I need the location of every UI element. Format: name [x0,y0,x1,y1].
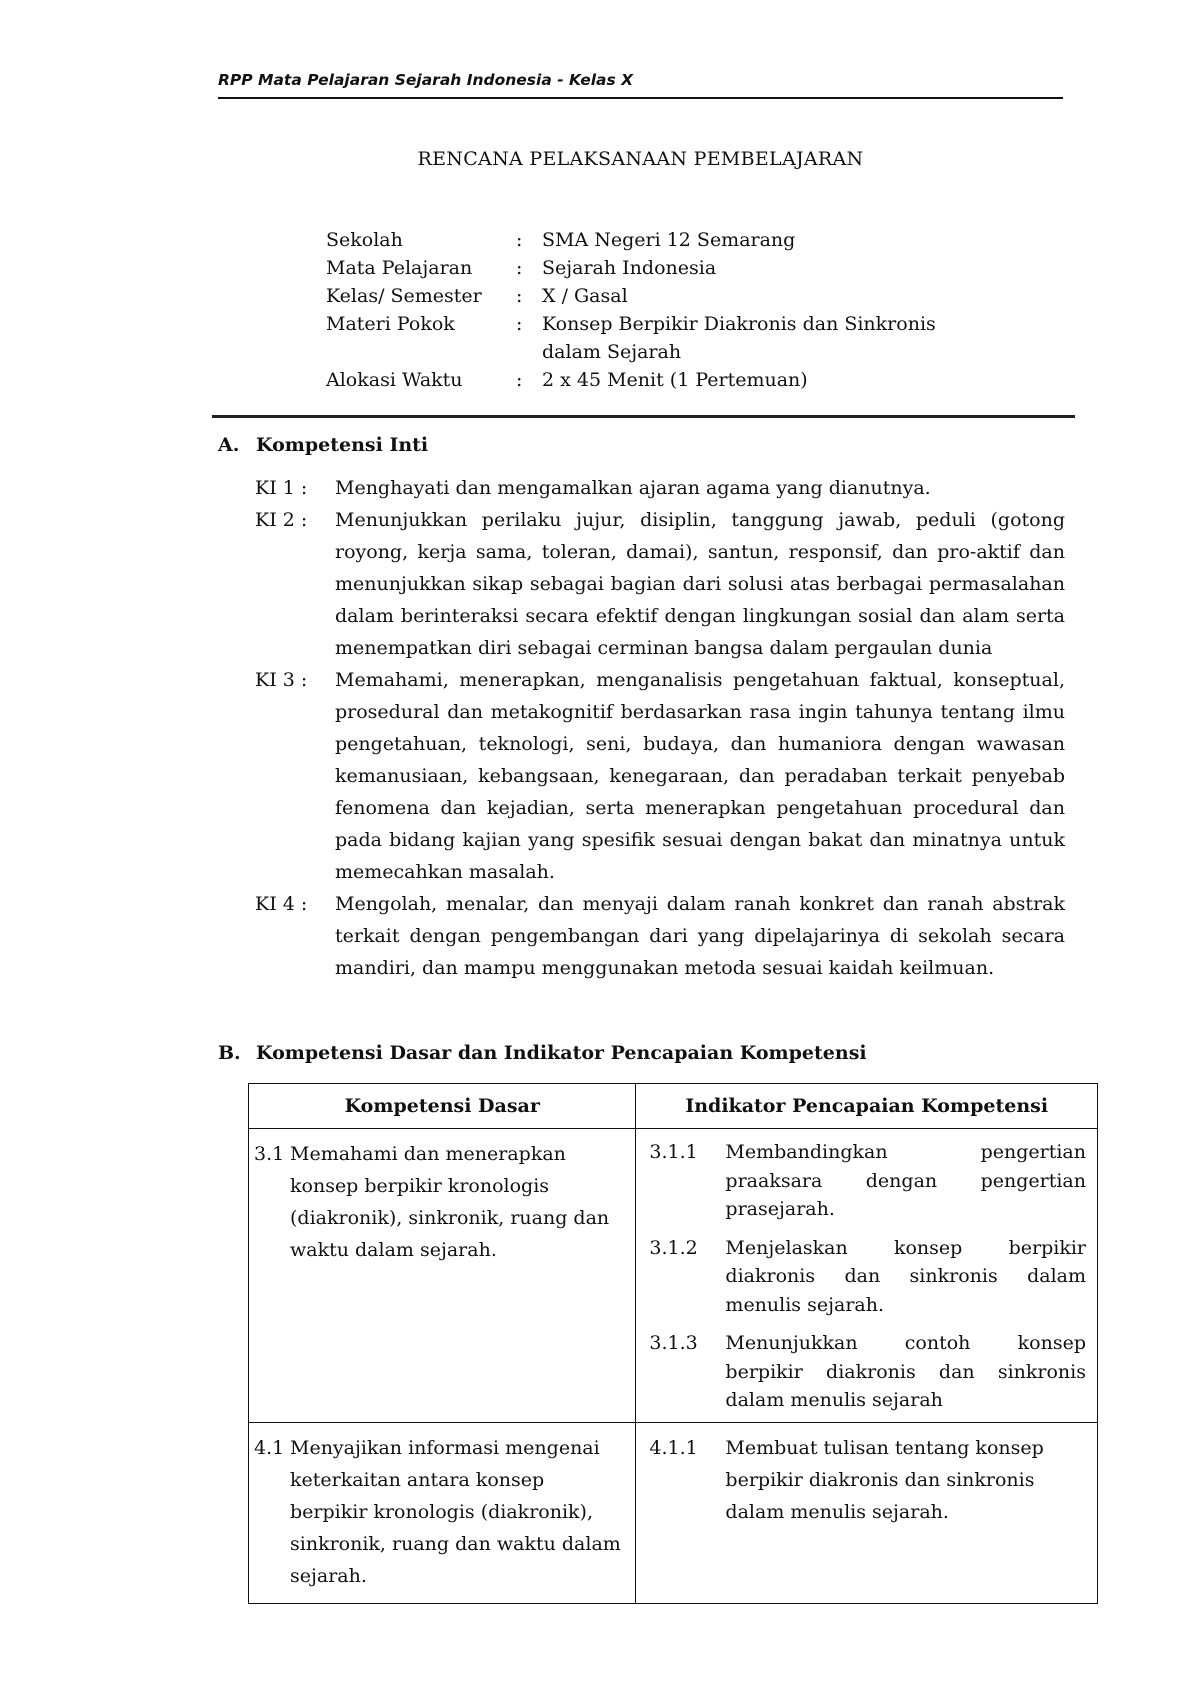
section-title: Kompetensi Inti [256,434,429,456]
indicator-item [649,1138,1086,1224]
section-a-heading [218,434,428,456]
indicator-number: 3.1.3 [649,1332,698,1354]
identity-label: Sekolah [326,229,403,251]
ki-text: Menunjukkan perilaku jujur, disiplin, tanggung jawab, peduli (gotong royong, kerja sama, toleran, damai), santun, responsif, dan pro-aktif dan menunjukkan sikap sebagai bagian dari solusi atas berbagai permasalahan dalam berinteraksi secara efektif dengan lingkungan sosial dan alam serta menempatkan diri sebagai cerminan bangsa dalam pergaulan dunia [335,509,1065,659]
table-header-row [249,1084,1098,1129]
identity-value: Konsep Berpikir Diakronis dan Sinkronis dalam Sejarah [542,313,936,363]
kd-cell [249,1422,636,1603]
indicator-item [649,1432,1086,1528]
running-header: RPP Mata Pelajaran Sejarah Indonesia - Kelas X [218,71,634,89]
indicator-number: 3.1.2 [649,1236,698,1259]
identity-colon: : [516,369,523,391]
identity-label: Mata Pelajaran [326,257,473,279]
table-row [249,1422,1098,1603]
ki-label: KI 3 : [255,669,308,691]
document-title: RENCANA PELAKSANAAN PEMBELAJARAN [417,148,864,170]
indicator-item [649,1234,1086,1320]
section-divider [212,415,1075,418]
identity-table [326,226,962,394]
ki-label: KI 2 : [255,509,308,531]
identity-row-topic [326,310,962,366]
kd-text: Memahami dan menerapkan konsep berpikir kronologis (diakronik), sinkronik, ruang dan waktu dalam sejarah. [290,1143,610,1261]
kd-cell [249,1129,636,1423]
ki-item [255,888,1065,984]
ipk-cell [636,1129,1098,1423]
ki-label: KI 1 : [255,477,308,499]
indicator-text: Menunjukkan contoh konsep berpikir diakronis dan sinkronis dalam menulis sejarah [725,1332,1086,1411]
ki-text: Memahami, menerapkan, menganalisis pengetahuan faktual, konseptual, prosedural dan metakognitif berdasarkan rasa ingin tahunya tentang ilmu pengetahuan, teknologi, seni, budaya, dan humaniora dengan wawasan kemanusiaan, kebangsaan, kenegaraan, dan peradaban terkait penyebab fenomena dan kejadian, serta menerapkan pengetahuan procedural dan pada bidang kajian yang spesifik sesuai dengan bakat dan minatnya untuk memecahkan masalah. [335,669,1065,883]
kompetensi-inti-list [255,472,1065,984]
indicator-number: 4.1.1 [649,1436,698,1459]
ki-item [255,664,1065,888]
section-letter: B. [218,1042,241,1064]
column-header: Indikator Pencapaian Kompetensi [636,1084,1098,1129]
indicator-text: Menjelaskan konsep berpikir diakronis dan sinkronis dalam menulis sejarah. [725,1236,1086,1316]
kd-text: Menyajikan informasi mengenai keterkaitan antara konsep berpikir kronologis (diakronik), sinkronik, ruang dan waktu dalam sejarah. [290,1436,621,1587]
identity-label: Materi Pokok [326,313,455,335]
identity-row-subject [326,254,962,282]
section-letter: A. [218,434,240,456]
identity-row-school [326,226,962,254]
table-row [249,1129,1098,1423]
identity-label: Kelas/ Semester [326,285,482,307]
ki-item [255,504,1065,664]
ipk-cell [636,1422,1098,1603]
section-title: Kompetensi Dasar dan Indikator Pencapaian Kompetensi [256,1042,867,1064]
column-header: Kompetensi Dasar [249,1084,636,1129]
kd-ipk-table [248,1083,1098,1604]
ki-text: Menghayati dan mengamalkan ajaran agama yang dianutnya. [335,477,931,499]
indicator-text: Membandingkan pengertian praaksara dengan pengertian prasejarah. [725,1141,1086,1220]
ki-text: Mengolah, menalar, dan menyaji dalam ranah konkret dan ranah abstrak terkait dengan pengembangan dari yang dipelajarinya di sekolah secara mandiri, dan mampu menggunakan metoda sesuai kaidah keilmuan. [335,893,1065,979]
section-b-heading [218,1042,867,1064]
identity-row-class [326,282,962,310]
identity-label: Alokasi Waktu [326,369,463,391]
identity-value: SMA Negeri 12 Semarang [542,229,796,251]
identity-value: 2 x 45 Menit (1 Pertemuan) [542,369,808,391]
kd-number: 4.1 [254,1436,285,1459]
identity-colon: : [516,229,523,251]
identity-colon: : [516,285,523,307]
ki-item [255,472,1065,504]
header-rule [218,97,1063,99]
identity-colon: : [516,313,523,335]
indicator-text: Membuat tulisan tentang konsep berpikir diakronis dan sinkronis dalam menulis sejarah. [725,1436,1044,1523]
ki-label: KI 4 : [255,893,308,915]
identity-colon: : [516,257,523,279]
identity-value: X / Gasal [542,285,628,307]
identity-row-time [326,366,962,394]
kd-number: 3.1 [254,1143,285,1165]
indicator-item [649,1329,1086,1415]
identity-value: Sejarah Indonesia [542,257,717,279]
indicator-number: 3.1.1 [649,1141,698,1163]
